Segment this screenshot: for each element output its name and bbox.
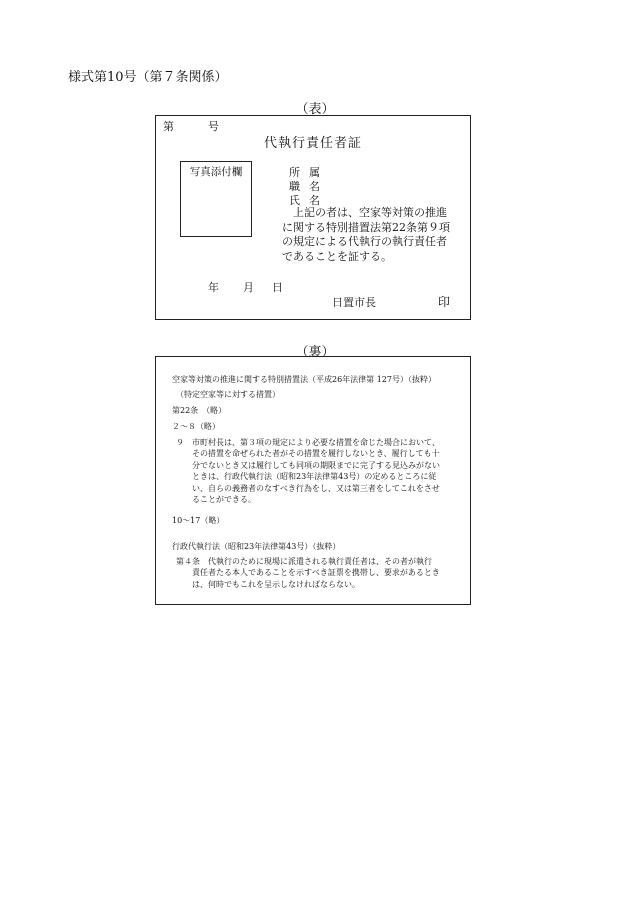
law1-items-2-8: ２～８（略）	[172, 422, 220, 431]
date-year: 年	[208, 281, 219, 294]
law1-article-22: 第22条 （略）	[172, 406, 227, 415]
law1-items-10-17: 10～17（略）	[172, 516, 225, 525]
date-month: 月	[243, 281, 254, 294]
law1-title: 空家等対策の推進に関する特別措置法（平成26年法律第 127号）（抜粋）	[172, 375, 436, 384]
number-prefix: 第	[163, 120, 174, 133]
form-number: 様式第10号（第７条関係）	[68, 70, 228, 85]
front-card	[155, 115, 471, 320]
photo-box	[180, 161, 252, 237]
back-heading: （裏）	[295, 345, 335, 360]
field-name: 氏名	[289, 194, 329, 207]
field-position: 職名	[289, 180, 329, 193]
photo-label: 写真添付欄	[189, 166, 243, 178]
issuer-name: 日置市長	[332, 296, 376, 309]
law1-item-9: ９ 市町村長は、第３項の規定により必要な措置を命じた場合において、 その措置を命ぜられた者がその措置を履行しないとき、履行しても十 分でないとき又は履行しても同項の期限までに完了する見込みがない ときは、行政代執行法（昭和23年法律第43号）の定めるところに従 い、自らの義務者のなすべき行為をし、又は第三者をしてこれをさせ ることができる。	[176, 438, 440, 505]
field-affiliation: 所属	[289, 166, 329, 179]
certification-text: 上記の者は、空家等対策の推進 に関する特別措置法第22条第９項 の規定による代執行の執行責任者 であることを証する。	[282, 206, 450, 263]
date-day: 日	[272, 281, 283, 294]
number-suffix: 号	[208, 120, 219, 133]
law2-title: 行政代執行法（昭和23年法律第43号）（抜粋）	[172, 542, 341, 551]
back-card	[155, 356, 471, 605]
law1-section-heading: （特定空家等に対する措置）	[176, 390, 280, 399]
card-title: 代執行責任者証	[263, 136, 362, 151]
law2-article-4: 第４条 代執行のために現場に派遣される執行責任者は、その者が執行 責任者たる本人であることを示すべき証票を携帯し、要求があるとき は、何時でもこれを呈示しなければならない。	[176, 557, 440, 589]
front-heading: （表）	[295, 102, 335, 117]
seal-mark: 印	[438, 295, 451, 309]
